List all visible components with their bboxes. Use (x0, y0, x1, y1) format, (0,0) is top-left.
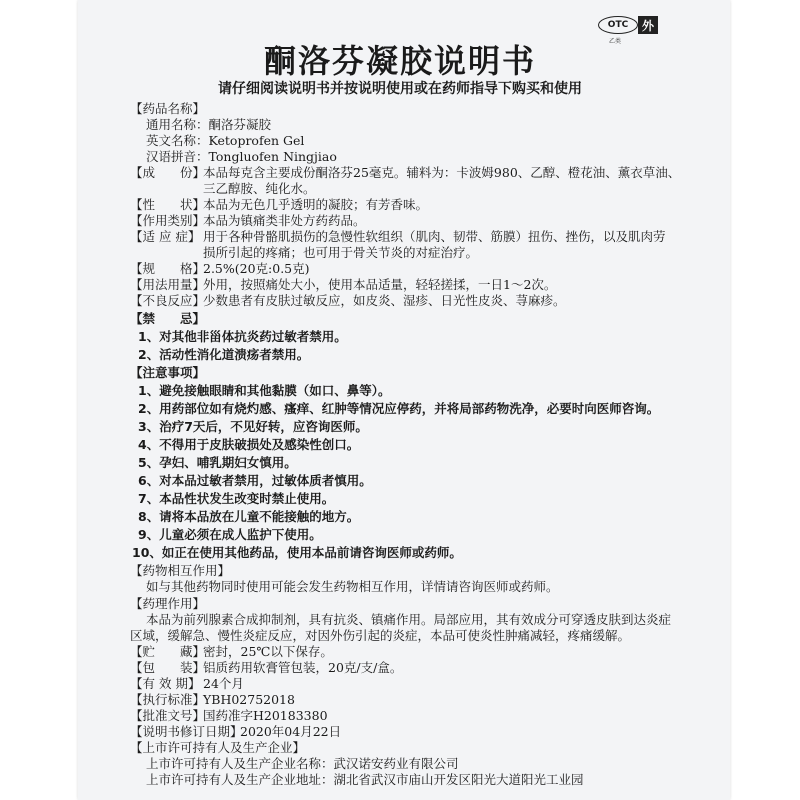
storage-text: 密封，25℃以下保存。 (203, 644, 333, 659)
holder-name: 上市许可持有人及生产企业名称：武汉诺安药业有限公司 (146, 756, 459, 771)
standard-text: YBH02752018 (203, 692, 295, 707)
approval-text: 国药准字H20183380 (203, 708, 328, 723)
pharmacology-line-1: 本品为前列腺素合成抑制剂，具有抗炎、镇痛作用。局部应用，其有效成分可穿透皮肤到达炎症 (146, 612, 672, 627)
indications-line-2: 损所引起的疼痛；也可用于骨关节炎的对症治疗。 (203, 245, 479, 260)
appearance-text: 本品为无色几乎透明的凝胶；有芳香味。 (203, 197, 429, 212)
precaution-item-9: 9、儿童必须在成人监护下使用。 (138, 527, 322, 542)
validity-text: 24个月 (203, 676, 244, 691)
revision-text: 2020年04月22日 (240, 724, 342, 739)
contra-item-2: 2、活动性消化道溃疡者禁用。 (138, 347, 310, 362)
otc-class-label: 乙类 (609, 38, 622, 45)
holder-address: 上市许可持有人及生产企业地址：湖北省武汉市庙山开发区阳光大道阳光工业园 (146, 772, 584, 787)
precaution-item-2: 2、用药部位如有烧灼感、瘙痒、红肿等情况应停药，并将局部药物洗净，必要时向医师咨询。 (138, 401, 660, 416)
english-name: 英文名称：Ketoprofen Gel (146, 133, 305, 148)
package-text: 铝质药用软膏管包装，20克/支/盒。 (203, 660, 403, 675)
contra-item-1: 1、对其他非甾体抗炎药过敏者禁用。 (138, 329, 347, 344)
pharmacology-line-2: 区域，缓解急、慢性炎症反应，对因外伤引起的炎症，本品可使炎性肿痛减轻，疼痛缓解。 (130, 628, 631, 643)
precaution-item-6: 6、对本品过敏者禁用，过敏体质者慎用。 (138, 473, 372, 488)
package-header: 【包 装】 (130, 660, 206, 675)
contra-header: 【禁 忌】 (130, 311, 206, 326)
usage-text: 外用，按照痛处大小，使用本品适量，轻轻搓揉，一日1～2次。 (203, 277, 557, 292)
spec-header: 【规 格】 (130, 261, 206, 276)
precaution-item-7: 7、本品性状发生改变时禁止使用。 (138, 491, 335, 506)
appearance-header: 【性 状】 (130, 197, 206, 212)
interactions-header: 【药物相互作用】 (130, 563, 231, 578)
pinyin-name: 汉语拼音：Tongluofen Ningjiao (146, 149, 337, 164)
revision-header: 【说明书修订日期】 (130, 724, 243, 739)
precaution-item-4: 4、不得用于皮肤破损处及感染性创口。 (138, 437, 360, 452)
usage-header: 【用法用量】 (130, 277, 206, 292)
precaution-item-5: 5、孕妇、哺乳期妇女慎用。 (138, 455, 297, 470)
otc-oval-label: OTC (598, 16, 638, 34)
drug-name-header: 【药品名称】 (130, 101, 206, 116)
otc-mark (598, 16, 658, 34)
common-name: 通用名称：酮洛芬凝胶 (146, 117, 272, 132)
ingredients-line-2: 三乙醇胺、纯化水。 (203, 181, 316, 196)
otc-outer-label: 外 (638, 16, 658, 34)
adverse-header: 【不良反应】 (130, 293, 206, 308)
precaution-item-10: 10、如正在使用其他药品，使用本品前请咨询医师或药师。 (132, 545, 462, 560)
storage-header: 【贮 藏】 (130, 644, 206, 659)
indications-header: 【适 应 症】 (130, 229, 201, 244)
precaution-item-3: 3、治疗7天后，不见好转，应咨询医师。 (138, 419, 368, 434)
category-text: 本品为镇痛类非处方药药品。 (203, 213, 366, 228)
indications-line-1: 用于各种骨骼肌损伤的急慢性软组织（肌肉、韧带、筋膜）扭伤、挫伤，以及肌肉劳 (203, 229, 666, 244)
precautions-header: 【注意事项】 (130, 365, 206, 380)
ingredients-header: 【成 份】 (130, 165, 206, 180)
validity-header: 【有 效 期】 (130, 676, 201, 691)
category-header: 【作用类别】 (130, 213, 206, 228)
adverse-text: 少数患者有皮肤过敏反应，如皮炎、湿疹、日光性皮炎、荨麻疹。 (203, 293, 566, 308)
ingredients-line-1: 本品每克含主要成份酮洛芬25毫克。辅料为：卡波姆980、乙醇、橙花油、薰衣草油、 (203, 165, 681, 180)
precaution-item-1: 1、避免接触眼睛和其他黏膜（如口、鼻等）。 (138, 383, 391, 398)
standard-header: 【执行标准】 (130, 692, 206, 707)
interactions-text: 如与其他药物同时使用可能会发生药物相互作用，详情请咨询医师或药师。 (146, 579, 559, 594)
holder-header: 【上市许可持有人及生产企业】 (130, 740, 306, 755)
precaution-item-8: 8、请将本品放在儿童不能接触的地方。 (138, 509, 360, 524)
document-subtitle: 请仔细阅读说明书并按说明使用或在药师指导下购买和使用 (218, 81, 582, 97)
approval-header: 【批准文号】 (130, 708, 206, 723)
pharmacology-header: 【药理作用】 (130, 596, 206, 611)
document-title: 酮洛芬凝胶说明书 (263, 42, 536, 80)
spec-text: 2.5%(20克:0.5克) (203, 261, 310, 276)
